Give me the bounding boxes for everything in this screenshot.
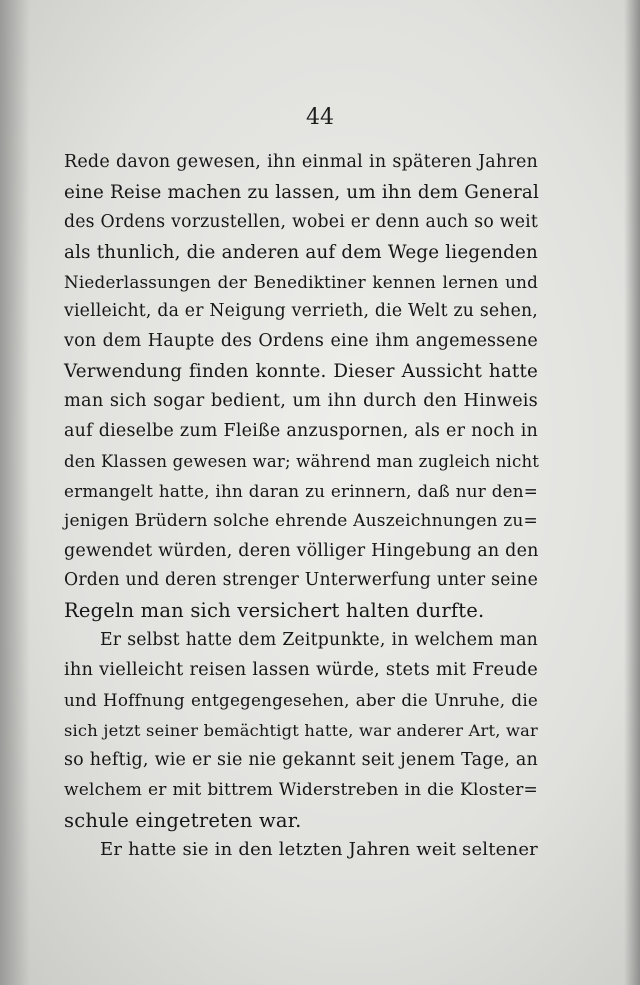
text-line: von dem Haupte des Ordens eine ihm angemessene xyxy=(64,331,538,352)
text-line: des Ordens vorzustellen, wobei er denn auch so weit xyxy=(64,211,538,232)
page-shadow-right xyxy=(624,0,640,985)
text-line: auf dieselbe zum Fleiße anzuspornen, als er noch in xyxy=(64,421,538,442)
text-line: und Hoffnung entgegengesehen, aber die Unruhe, die xyxy=(64,690,538,711)
page-number: 44 xyxy=(306,105,334,130)
text-line: Niederlassungen der Benediktiner kennen lernen und xyxy=(64,271,538,292)
text-line: eine Reise machen zu lassen, um ihn dem General xyxy=(64,181,539,203)
text-line: Orden und deren strenger Unterwerfung unter seine xyxy=(64,570,538,591)
text-line: gewendet würden, deren völliger Hingebung an den xyxy=(64,540,539,561)
paragraph-end-line: schule eingetreten war. xyxy=(64,808,302,832)
paragraph-start-line: Er selbst hatte dem Zeitpunkte, in welchem man xyxy=(100,630,538,651)
text-line: so heftig, wie er sie nie gekannt seit jenem Tage, an xyxy=(64,749,538,770)
text-line: als thunlich, die anderen auf dem Wege liegenden xyxy=(64,241,538,263)
text-line: ihn vielleicht reisen lassen würde, stets mit Freude xyxy=(64,660,538,681)
paragraph-end-line: Regeln man sich versichert halten durfte. xyxy=(64,599,485,623)
text-line: jenigen Brüdern solche ehrende Auszeichnungen zu= xyxy=(64,510,538,531)
text-line: man sich sogar bedient, um ihn durch den Hinweis xyxy=(64,391,538,412)
text-line: Rede davon gewesen, ihn einmal in späteren Jahren xyxy=(64,152,538,172)
paragraph-start-line: Er hatte sie in den letzten Jahren weit seltener xyxy=(100,839,538,861)
text-line: den Klassen gewesen war; während man zugleich nicht xyxy=(64,451,540,471)
text-line: sich jetzt seiner bemächtigt hatte, war anderer Art, war xyxy=(64,720,538,740)
text-line: welchem er mit bittrem Widerstreben in die Kloster= xyxy=(64,779,538,800)
text-line: vielleicht, da er Neigung verrieth, die Welt zu sehen, xyxy=(64,301,538,322)
body-text xyxy=(64,148,538,865)
page-shadow-left xyxy=(0,0,30,985)
text-line: ermangelt hatte, ihn daran zu erinnern, daß nur den= xyxy=(64,480,538,501)
text-line: Verwendung finden konnte. Dieser Aussicht hatte xyxy=(64,361,538,383)
